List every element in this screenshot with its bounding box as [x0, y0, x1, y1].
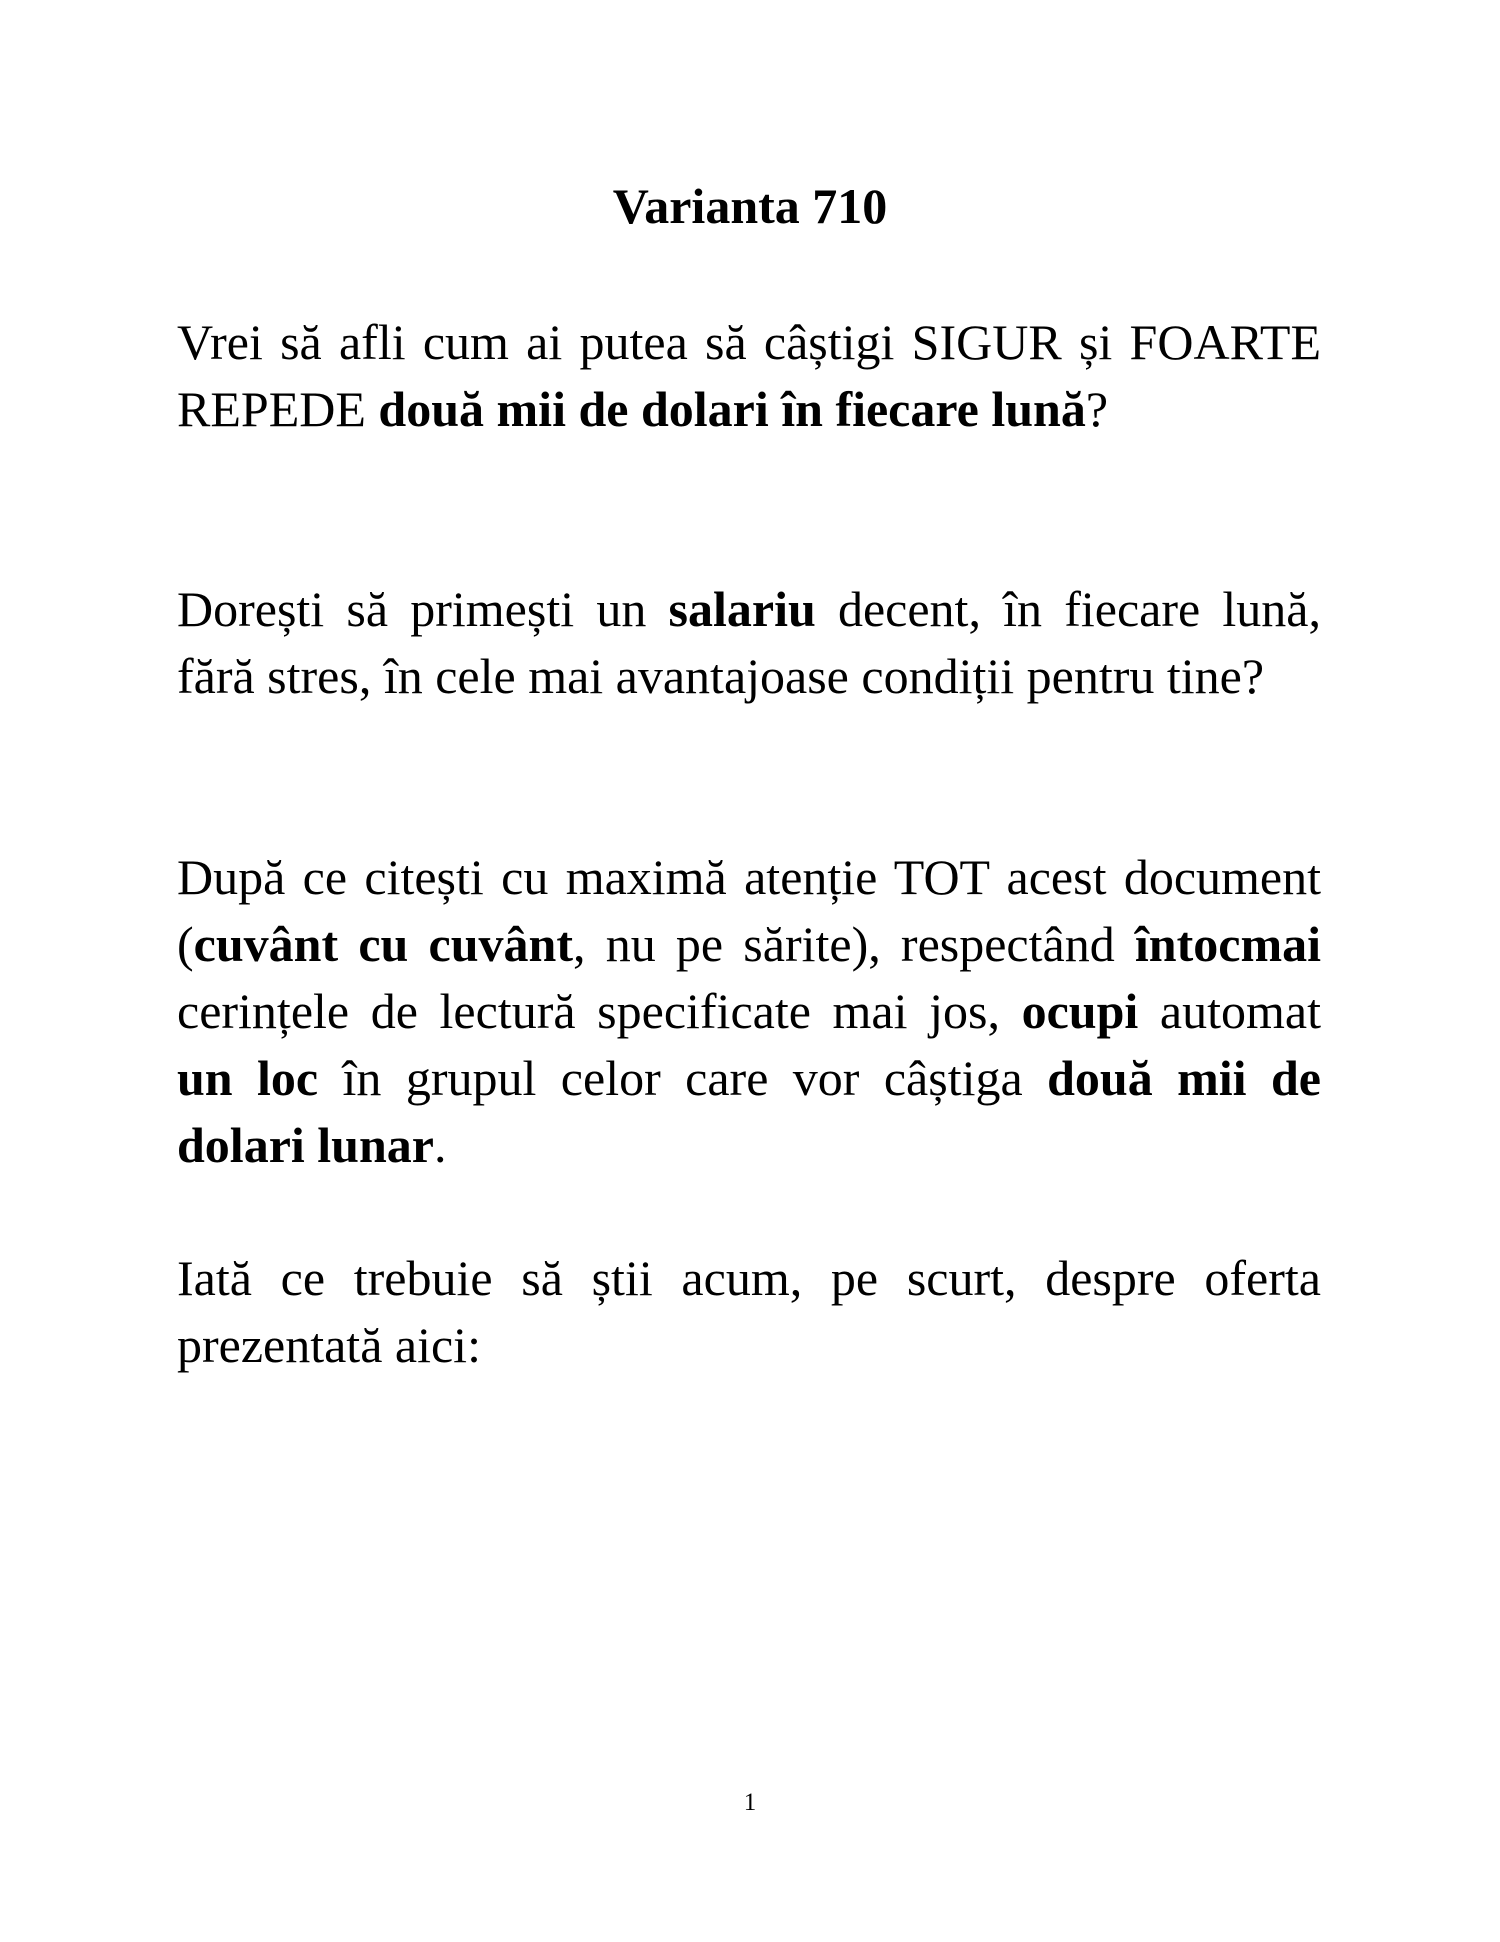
paragraph-run: După ce citești cu maximă atenție TOT acest document ( [177, 849, 1321, 972]
paragraph-run: Dorești să primești un [177, 581, 669, 637]
paragraph-run-bold: întocmai [1134, 916, 1321, 972]
page-title: Varianta 710 [612, 178, 888, 234]
paragraph-1 [177, 309, 1321, 443]
paragraph-run: cerințele de lectură specificate mai jos, [177, 983, 1022, 1039]
paragraph-run: automat [1138, 983, 1321, 1039]
paragraph-run-bold: cuvânt cu cuvânt [193, 916, 573, 972]
paragraph-run-bold: două mii de dolari lunar [177, 1050, 1321, 1173]
paragraph-2 [177, 576, 1321, 710]
paragraph-run: . [433, 1117, 447, 1173]
paragraph-run-bold: salariu [668, 581, 816, 637]
paragraph-3 [177, 844, 1321, 1179]
paragraph-run: ? [1085, 381, 1109, 437]
paragraph-run: , nu pe sărite), respectând [572, 916, 1135, 972]
paragraph-run: în grupul celor care vor câștiga [318, 1050, 1048, 1106]
paragraph-run: decent, în fiecare lună, fără stres, în cele mai avantajoase condiții pentru tine? [177, 581, 1321, 704]
paragraph-run-bold: un loc [177, 1050, 319, 1106]
paragraph-4 [177, 1245, 1321, 1379]
page-number: 1 [743, 1789, 757, 1816]
paragraph-run-bold: două mii de dolari în fiecare lună [378, 381, 1086, 437]
paragraph-run: Vrei să afli cum ai putea să câștigi SIGUR și FOARTE REPEDE [177, 314, 1321, 437]
paragraph-run: Iată ce trebuie să știi acum, pe scurt, despre oferta prezentată aici: [177, 1250, 1321, 1373]
paragraph-run-bold: ocupi [1021, 983, 1139, 1039]
